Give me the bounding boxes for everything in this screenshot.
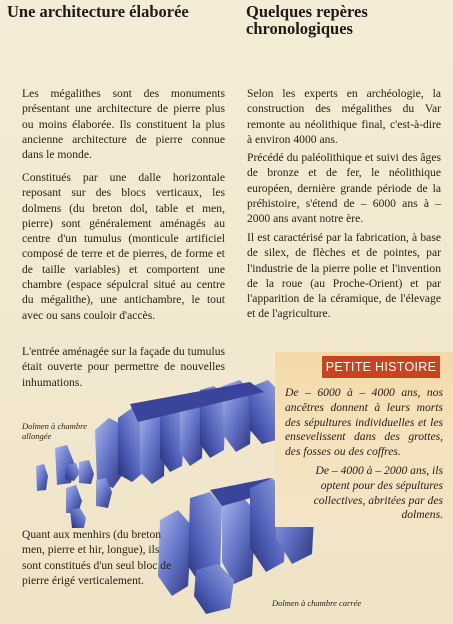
caption-dolmen-carre: Dolmen à chambre carrée (272, 598, 362, 608)
left-paragraph-1: Les mégalithes sont des monuments présentant une architecture de pierre plus ou moins élaborée. Ils constituent la plus ancienne architecture de pierre connue dans le monde. (22, 87, 225, 162)
petite-histoire-title: PETITE HISTOIRE (322, 356, 440, 378)
left-paragraph-2: Constitués par une dalle horizontale reposant sur des blocs verticaux, les dolmens (du breton dol, table et men, pierre) sont généralement aménagés au centre d'un tumulus (monticule artificiel composé de terre et de pierres, de forme et de taille variables) et comportent une chambre (espace sépulcral situé au centre du mégalithe), une antichambre, le tout avec ou sans couloir d'accès. (22, 171, 225, 322)
left-paragraph-4: Quant aux menhirs (du breton men, pierre et hir, longue), ils sont constitués d'un seul bloc de pierre érigé verticalement. (22, 528, 172, 587)
right-paragraph-3: Il est caractérisé par la fabrication, à base de silex, de flèches et de pointes, par l'industrie de la pierre polie et l'invention de la roue (au Proche-Orient) et par l'apparition de la céramique, de l'élevage et de l'agriculture. (247, 231, 441, 321)
caption-dolmen-allonge: Dolmen à chambre allongée (22, 421, 87, 441)
petite-histoire-text-2: De – 4000 à – 2000 ans, ils optent pour des sépultures collectives, abritées par des dolmens. (313, 464, 443, 522)
petite-histoire-text-1: De – 6000 à – 4000 ans, nos ancêtres donnent à leurs morts des sépultures individuelles et les ensevelissent dans des grottes, des fosses ou des coffres. (285, 386, 443, 459)
left-paragraph-3: L'entrée aménagée sur la façade du tumulus était ouverte pour permettre de nouvelles inhumations. (22, 345, 225, 389)
right-heading: Quelques repères chronologiques (246, 2, 368, 38)
right-paragraph-2: Précédé du paléolithique et suivi des âges de bronze et de fer, le néolithique européen, dernière grande période de la préhistoire, s'étend de – 6000 ans à – 2000 ans avant notre ère. (247, 151, 441, 226)
right-paragraph-1: Selon les experts en archéologie, la construction des mégalithes du Var remonte au néolithique final, c'est-à-dire à environ 4000 ans. (247, 87, 441, 146)
left-heading: Une architecture élaborée (7, 2, 189, 21)
